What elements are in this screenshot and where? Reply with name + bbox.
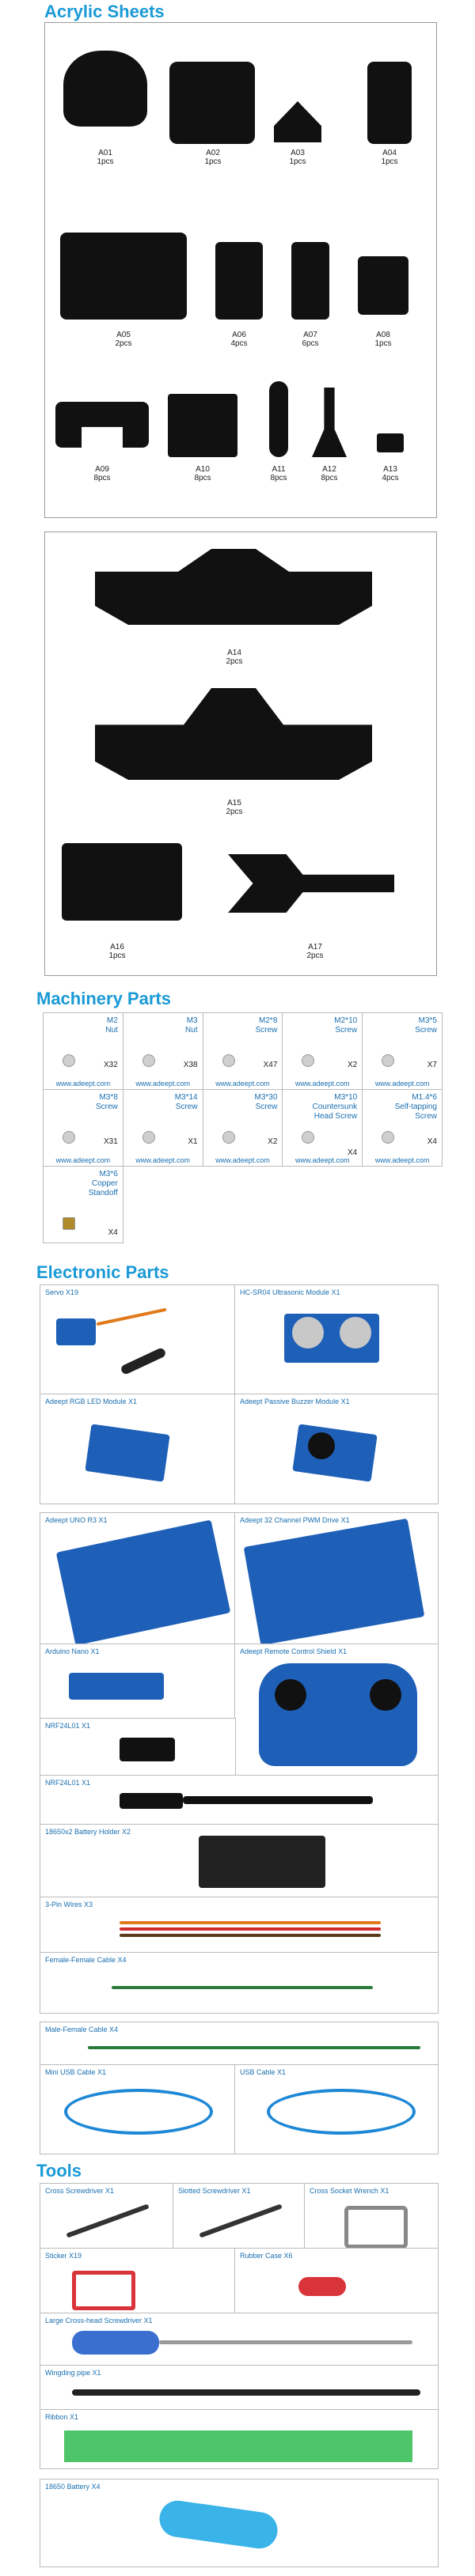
machinery-name: M3*8 Screw: [96, 1093, 118, 1111]
buzzer-label: Adeept Passive Buzzer Module X1: [240, 1398, 350, 1405]
label-a10: A10 8pcs: [194, 465, 211, 482]
machinery-cell: [283, 1013, 363, 1090]
sticker-cell: [40, 2248, 236, 2314]
slotted-screwdriver-label: Slotted Screwdriver X1: [178, 2187, 251, 2195]
large-screwdriver-shaft: [159, 2340, 412, 2344]
servo-horn: [120, 1347, 166, 1375]
label-a01: A01 1pcs: [97, 149, 114, 166]
battery-holder-label: 18650x2 Battery Holder X2: [45, 1828, 131, 1836]
screw-icon: [382, 1131, 394, 1144]
screw-icon: [302, 1131, 314, 1144]
part-a01-shape: [63, 51, 147, 127]
cross-screwdriver-image: [66, 2203, 149, 2237]
machinery-name: M1.4*6 Self-tapping Screw: [394, 1093, 437, 1121]
machinery-website: www.adeept.com: [135, 1156, 190, 1164]
wire-brown: [120, 1934, 381, 1937]
machinery-qty: X2: [268, 1137, 278, 1146]
ultrasonic-eye-left: [292, 1317, 324, 1349]
servo-wire: [97, 1308, 167, 1326]
buzzer-image: [292, 1424, 377, 1481]
label-a16: A16 1pcs: [108, 943, 126, 960]
pwm-image: [244, 1519, 425, 1646]
ribbon-cell: [40, 2409, 439, 2469]
label-a08: A08 1pcs: [374, 331, 392, 348]
slotted-screwdriver-cell: [173, 2183, 306, 2249]
machinery-cell: [124, 1013, 203, 1090]
servo-label: Servo X19: [45, 1288, 79, 1296]
battery-holder-cell: [40, 1824, 439, 1898]
part-a06-shape: [215, 242, 263, 320]
mf-cable-label: Male-Female Cable X4: [45, 2026, 119, 2033]
machinery-heading: Machinery Parts: [36, 989, 171, 1008]
label-a06: A06 4pcs: [230, 331, 248, 348]
servo-image: [56, 1318, 96, 1345]
tools-heading: Tools: [36, 2161, 82, 2181]
machinery-website: www.adeept.com: [135, 1080, 190, 1088]
battery-cell: [40, 2479, 439, 2567]
buzzer-disc: [308, 1432, 335, 1459]
wingding-pipe-cell: [40, 2365, 439, 2411]
machinery-cell: [203, 1090, 283, 1167]
label-a13: A13 4pcs: [382, 465, 399, 482]
uno-cell: [40, 1512, 236, 1645]
pwm-cell: [234, 1512, 439, 1645]
rgb-led-cell: [40, 1394, 236, 1504]
machinery-qty: X47: [263, 1061, 278, 1069]
machinery-cell: [44, 1167, 124, 1243]
usb-cell: [234, 2064, 439, 2154]
nrf-antenna: [183, 1796, 373, 1804]
screw-icon: [302, 1054, 314, 1067]
mini-usb-label: Mini USB Cable X1: [45, 2068, 107, 2076]
wingding-pipe-image: [72, 2389, 420, 2396]
label-a04: A04 1pcs: [381, 149, 398, 166]
machinery-name: M2*8 Screw: [255, 1016, 278, 1035]
electronic-heading: Electronic Parts: [36, 1262, 169, 1282]
part-a07-shape: [291, 242, 329, 320]
screw-icon: [142, 1131, 155, 1144]
cross-screwdriver-cell: [40, 2183, 174, 2249]
machinery-website: www.adeept.com: [55, 1156, 111, 1164]
nano-label: Arduino Nano X1: [45, 1647, 100, 1655]
pwm-label: Adeept 32 Channel PWM Drive X1: [240, 1516, 350, 1524]
machinery-qty: X7: [427, 1061, 437, 1069]
remote-shield-cell: [234, 1644, 439, 1776]
machinery-name: M3*5 Screw: [415, 1016, 437, 1035]
machinery-website: www.adeept.com: [215, 1080, 270, 1088]
label-a09: A09 8pcs: [93, 465, 111, 482]
machinery-qty: X4: [347, 1148, 358, 1157]
cross-screwdriver-label: Cross Screwdriver X1: [45, 2187, 115, 2195]
part-a11-shape: [269, 381, 288, 457]
ultrasonic-label: HC-SR04 Ultrasonic Module X1: [240, 1288, 340, 1296]
machinery-website: www.adeept.com: [374, 1156, 430, 1164]
rubber-case-label: Rubber Case X6: [240, 2252, 293, 2260]
joystick-right: [370, 1679, 401, 1711]
machinery-cell: [363, 1090, 443, 1167]
label-a05: A05 2pcs: [115, 331, 132, 348]
mf-cable-wire: [88, 2046, 420, 2049]
usb-image: [267, 2089, 416, 2135]
ff-cable-cell: [40, 1952, 439, 2014]
machinery-cell: [124, 1090, 203, 1167]
machinery-name: M3*6 Copper Standoff: [88, 1170, 118, 1197]
part-a04-shape: [367, 62, 412, 144]
nrf-label-1: NRF24L01 X1: [45, 1722, 91, 1730]
label-a11: A11 8pcs: [270, 465, 287, 482]
ultrasonic-cell: [234, 1284, 439, 1395]
ultrasonic-eye-right: [340, 1317, 371, 1349]
part-a08-shape: [358, 256, 408, 315]
rgb-led-label: Adeept RGB LED Module X1: [45, 1398, 138, 1405]
machinery-website: www.adeept.com: [295, 1156, 350, 1164]
machinery-cell: [283, 1090, 363, 1167]
socket-wrench-label: Cross Socket Wrench X1: [310, 2187, 390, 2195]
machinery-website: www.adeept.com: [215, 1156, 270, 1164]
ribbon-image: [64, 2430, 412, 2462]
nrf-label-2: NRF24L01 X1: [45, 1779, 91, 1787]
acrylic-heading: Acrylic Sheets: [44, 2, 165, 21]
machinery-name: M3*14 Screw: [174, 1093, 198, 1111]
nrf-cell-2: [40, 1775, 439, 1825]
nano-cell: [40, 1644, 236, 1719]
part-a16-shape: [62, 843, 182, 921]
battery-label: 18650 Battery X4: [45, 2483, 101, 2491]
label-a15: A15 2pcs: [226, 799, 243, 816]
joystick-left: [275, 1679, 306, 1711]
sticker-image: [72, 2271, 135, 2310]
machinery-name: M3 Nut: [185, 1016, 198, 1035]
label-a03: A03 1pcs: [289, 149, 306, 166]
label-a07: A07 6pcs: [302, 331, 319, 348]
wire-red: [120, 1927, 381, 1931]
screw-icon: [222, 1054, 235, 1067]
remote-shield-image: [259, 1663, 417, 1766]
socket-wrench-cell: [304, 2183, 439, 2249]
machinery-website: www.adeept.com: [295, 1080, 350, 1088]
machinery-name: M3*10 Countersunk Head Screw: [312, 1093, 358, 1121]
machinery-qty: X1: [188, 1137, 198, 1146]
usb-label: USB Cable X1: [240, 2068, 287, 2076]
nut-icon: [142, 1054, 155, 1067]
nut-icon: [63, 1054, 75, 1067]
rubber-case-cell: [234, 2248, 439, 2314]
machinery-qty: X38: [183, 1061, 198, 1069]
three-pin-cell: [40, 1897, 439, 1954]
screw-icon: [63, 1131, 75, 1144]
large-screwdriver-handle: [72, 2331, 159, 2355]
machinery-qty: X4: [427, 1137, 437, 1146]
mf-cable-cell: [40, 2022, 439, 2066]
wire-orange: [120, 1921, 381, 1924]
standoff-icon: [63, 1217, 75, 1230]
machinery-cell: [203, 1013, 283, 1090]
rgb-led-image: [85, 1424, 169, 1481]
machinery-qty: X32: [104, 1061, 118, 1069]
battery-holder-image: [199, 1836, 325, 1888]
slotted-screwdriver-image: [199, 2203, 282, 2237]
nano-image: [69, 1673, 164, 1700]
part-a05-shape: [60, 233, 187, 320]
label-a02: A02 1pcs: [204, 149, 222, 166]
part-a02-shape: [169, 62, 255, 144]
part-a13-shape: [377, 433, 404, 452]
mini-usb-cell: [40, 2064, 236, 2154]
machinery-qty: X4: [108, 1228, 118, 1237]
machinery-qty: X31: [104, 1137, 118, 1146]
machinery-cell: [44, 1013, 124, 1090]
nrf-image-1: [120, 1738, 175, 1761]
machinery-name: M2 Nut: [105, 1016, 118, 1035]
large-screwdriver-cell: [40, 2313, 439, 2366]
machinery-website: www.adeept.com: [55, 1080, 111, 1088]
socket-wrench-image: [344, 2206, 408, 2249]
machinery-grid: [43, 1012, 443, 1243]
label-a12: A12 8pcs: [321, 465, 338, 482]
nrf-cell-1: [40, 1718, 236, 1776]
label-a14: A14 2pcs: [226, 649, 243, 666]
rubber-case-image: [298, 2277, 346, 2296]
screw-icon: [382, 1054, 394, 1067]
part-a10-shape: [168, 394, 238, 457]
screw-icon: [222, 1131, 235, 1144]
machinery-cell: [44, 1090, 124, 1167]
remote-shield-label: Adeept Remote Control Shield X1: [240, 1647, 348, 1655]
ff-cable-label: Female-Female Cable X4: [45, 1956, 127, 1964]
label-a17: A17 2pcs: [306, 943, 324, 960]
servo-cell: [40, 1284, 236, 1395]
ff-cable-wire: [112, 1986, 373, 1989]
three-pin-label: 3-Pin Wires X3: [45, 1901, 93, 1908]
machinery-cell: [363, 1013, 443, 1090]
sticker-label: Sticker X19: [45, 2252, 82, 2260]
machinery-name: M2*10 Screw: [334, 1016, 358, 1035]
battery-image: [158, 2498, 280, 2551]
nrf-image-2: [120, 1793, 183, 1809]
mini-usb-image: [64, 2089, 213, 2135]
machinery-qty: X2: [347, 1061, 358, 1069]
machinery-website: www.adeept.com: [374, 1080, 430, 1088]
uno-label: Adeept UNO R3 X1: [45, 1516, 108, 1524]
large-screwdriver-label: Large Cross-head Screwdriver X1: [45, 2317, 153, 2324]
ribbon-label: Ribbon X1: [45, 2413, 79, 2421]
machinery-name: M3*30 Screw: [254, 1093, 278, 1111]
wingding-pipe-label: Wingding pipe X1: [45, 2369, 101, 2377]
buzzer-cell: [234, 1394, 439, 1504]
uno-image: [56, 1520, 231, 1646]
